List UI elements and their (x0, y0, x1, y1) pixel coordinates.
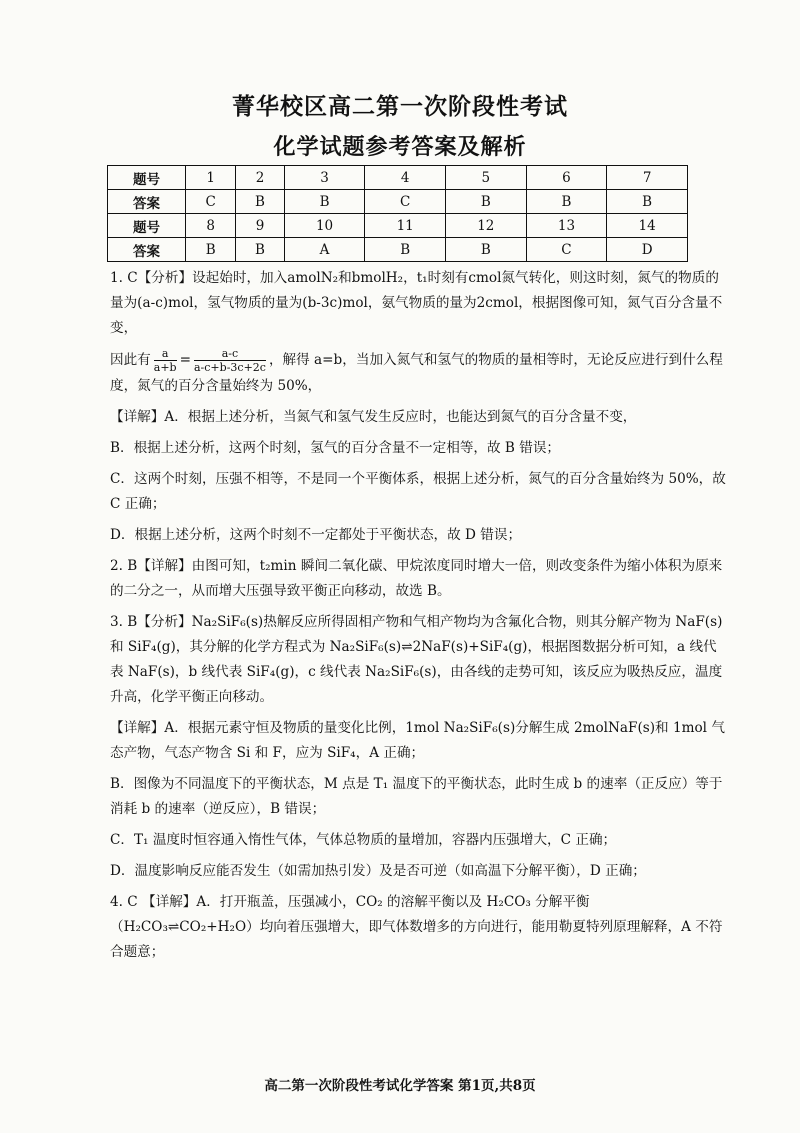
fraction-right-numerator: a-c (194, 347, 266, 361)
q1-formula-prefix: 因此有 (110, 352, 151, 368)
fraction-right (194, 347, 266, 374)
q1-analysis: 1. C【分析】设起始时，加入amolN₂和bmolH₂，t₁时刻有cmol氮气转化，则这时刻，氮气的物质的量为(a-c)mol，氢气物质的量为(b-3c)mol，氨气物质的量为2cmol，根据图像可知，氮气百分含量不变， (110, 270, 723, 336)
answer-table-cell: C (186, 190, 236, 214)
solution-body (110, 266, 730, 971)
answer-table-cell: 8 (186, 214, 236, 238)
answer-table-cell: 13 (526, 214, 607, 238)
q1-detail-c: C．这两个时刻，压强不相等，不是同一个平衡体系，根据上述分析，氮气的百分含量始终为 50%，故 C 正确； (110, 471, 726, 512)
exam-title: 菁华校区高二第一次阶段性考试 (232, 93, 568, 120)
answer-table-row (108, 166, 688, 190)
answer-table-cell: D (607, 238, 688, 262)
answer-table-row (108, 214, 688, 238)
q3-detail-a: 【详解】A．根据元素守恒及物质的量变化比例，1mol Na₂SiF₆(s)分解生成 2molNaF(s)和 1mol 气态产物，气态产物含 Si 和 F，应为 SiF₄，A 正确； (110, 720, 725, 761)
fraction-right-denominator: a-c+b-3c+2c (194, 361, 266, 374)
exam-subtitle: 化学试题参考答案及解析 (273, 134, 527, 160)
q4-detail: 4. C 【详解】A．打开瓶盖，压强减小，CO₂ 的溶解平衡以及 H₂CO₃ 分解平衡（H₂CO₃⇌CO₂+H₂O）均向着压强增大，即气体数增多的方向进行，能用勒夏特列原理解释，A 不符合题意； (110, 894, 723, 960)
fraction-left (154, 347, 177, 374)
q3-detail-d: D．温度影响反应能否发生（如需加热引发）及是否可逆（如高温下分解平衡），D 正确； (110, 863, 646, 879)
answer-table-cell: C (526, 238, 607, 262)
answer-table-cell: 11 (365, 214, 446, 238)
answer-table-cell: B (526, 190, 607, 214)
answer-table-row-label: 题号 (108, 166, 186, 190)
answer-table-cell: B (186, 238, 236, 262)
answer-table-cell: 3 (284, 166, 365, 190)
q1-detail-a: 【详解】A．根据上述分析，当氮气和氢气发生反应时，也能达到氮气的百分含量不变， (110, 409, 637, 425)
answer-table-cell: B (607, 190, 688, 214)
answer-table-cell: 14 (607, 214, 688, 238)
q1-detail-b: B．根据上述分析，这两个时刻，氢气的百分含量不一定相等，故 B 错误； (110, 440, 561, 456)
answer-table-cell: 10 (284, 214, 365, 238)
answer-table-cell: B (446, 190, 527, 214)
answer-table-cell: A (284, 238, 365, 262)
answer-table (107, 165, 688, 262)
answer-table-row (108, 190, 688, 214)
q1-detail-d: D．根据上述分析，这两个时刻不一定都处于平衡状态，故 D 错误； (110, 527, 522, 543)
fraction-left-numerator: a (154, 347, 177, 361)
answer-table-cell: B (236, 238, 284, 262)
q3-analysis: 3. B【分析】Na₂SiF₆(s)热解反应所得固相产物和气相产物均为含氟化合物，则其分解产物为 NaF(s)和 SiF₄(g)，其分解的化学方程式为 Na₂SiF₆(s)⇌2NaF(s)+SiF₄(g)，根据图数据分析可知，a 线代表 NaF(s)，b 线代表 SiF₄(g)，c 线代表 Na₂SiF₆(s)，由各线的走势可知，该反应为吸热反应，温度升高，化学平衡正向移动。 (110, 614, 723, 705)
q3-detail-b: B．图像为不同温度下的平衡状态，M 点是 T₁ 温度下的平衡状态，此时生成 b 的速率（正反应）等于消耗 b 的速率（逆反应），B 错误； (110, 776, 723, 817)
q1-formula-line: 因此有 $\frac{a}{a+b}$ = $\frac{a-c}{a-c+b-3c+2c}$ ，解得 a=b，当加入氮气和氢气的物质的量相等时，无论反应进行到什么程度，氮气的百分含量始终为 50%， (110, 347, 723, 394)
q1-formula-suffix: ，解得 a=b，当加入氮气和氢气的物质的量相等时，无论反应进行到什么程度，氮气的百分含量始终为 50%， (110, 352, 723, 394)
answer-table-cell: 2 (236, 166, 284, 190)
answer-table-cell: 9 (236, 214, 284, 238)
answer-table-cell: 1 (186, 166, 236, 190)
answer-table-cell: B (446, 238, 527, 262)
answer-table-row (108, 238, 688, 262)
page-footer: 高二第一次阶段性考试化学答案 第1页,共8页 (264, 1078, 536, 1094)
answer-table-cell: 6 (526, 166, 607, 190)
answer-table-cell: B (236, 190, 284, 214)
answer-table-cell: 4 (365, 166, 446, 190)
answer-table-cell: 12 (446, 214, 527, 238)
answer-table-cell: 7 (607, 166, 688, 190)
q2-detail: 2. B【详解】由图可知，t₂min 瞬间二氧化碳、甲烷浓度同时增大一倍，则改变条件为缩小体积为原来的二分之一，从而增大压强导致平衡正向移动，故选 B。 (110, 558, 723, 599)
answer-table-cell: B (284, 190, 365, 214)
answer-table-cell: 5 (446, 166, 527, 190)
answer-table-cell: B (365, 238, 446, 262)
answer-table-row-label: 答案 (108, 190, 186, 214)
q3-detail-c: C．T₁ 温度时恒容通入惰性气体，气体总物质的量增加，容器内压强增大，C 正确； (110, 832, 617, 848)
answer-table-cell: C (365, 190, 446, 214)
answer-table-row-label: 题号 (108, 214, 186, 238)
fraction-left-denominator: a+b (153, 361, 177, 374)
answer-table-row-label: 答案 (108, 238, 186, 262)
